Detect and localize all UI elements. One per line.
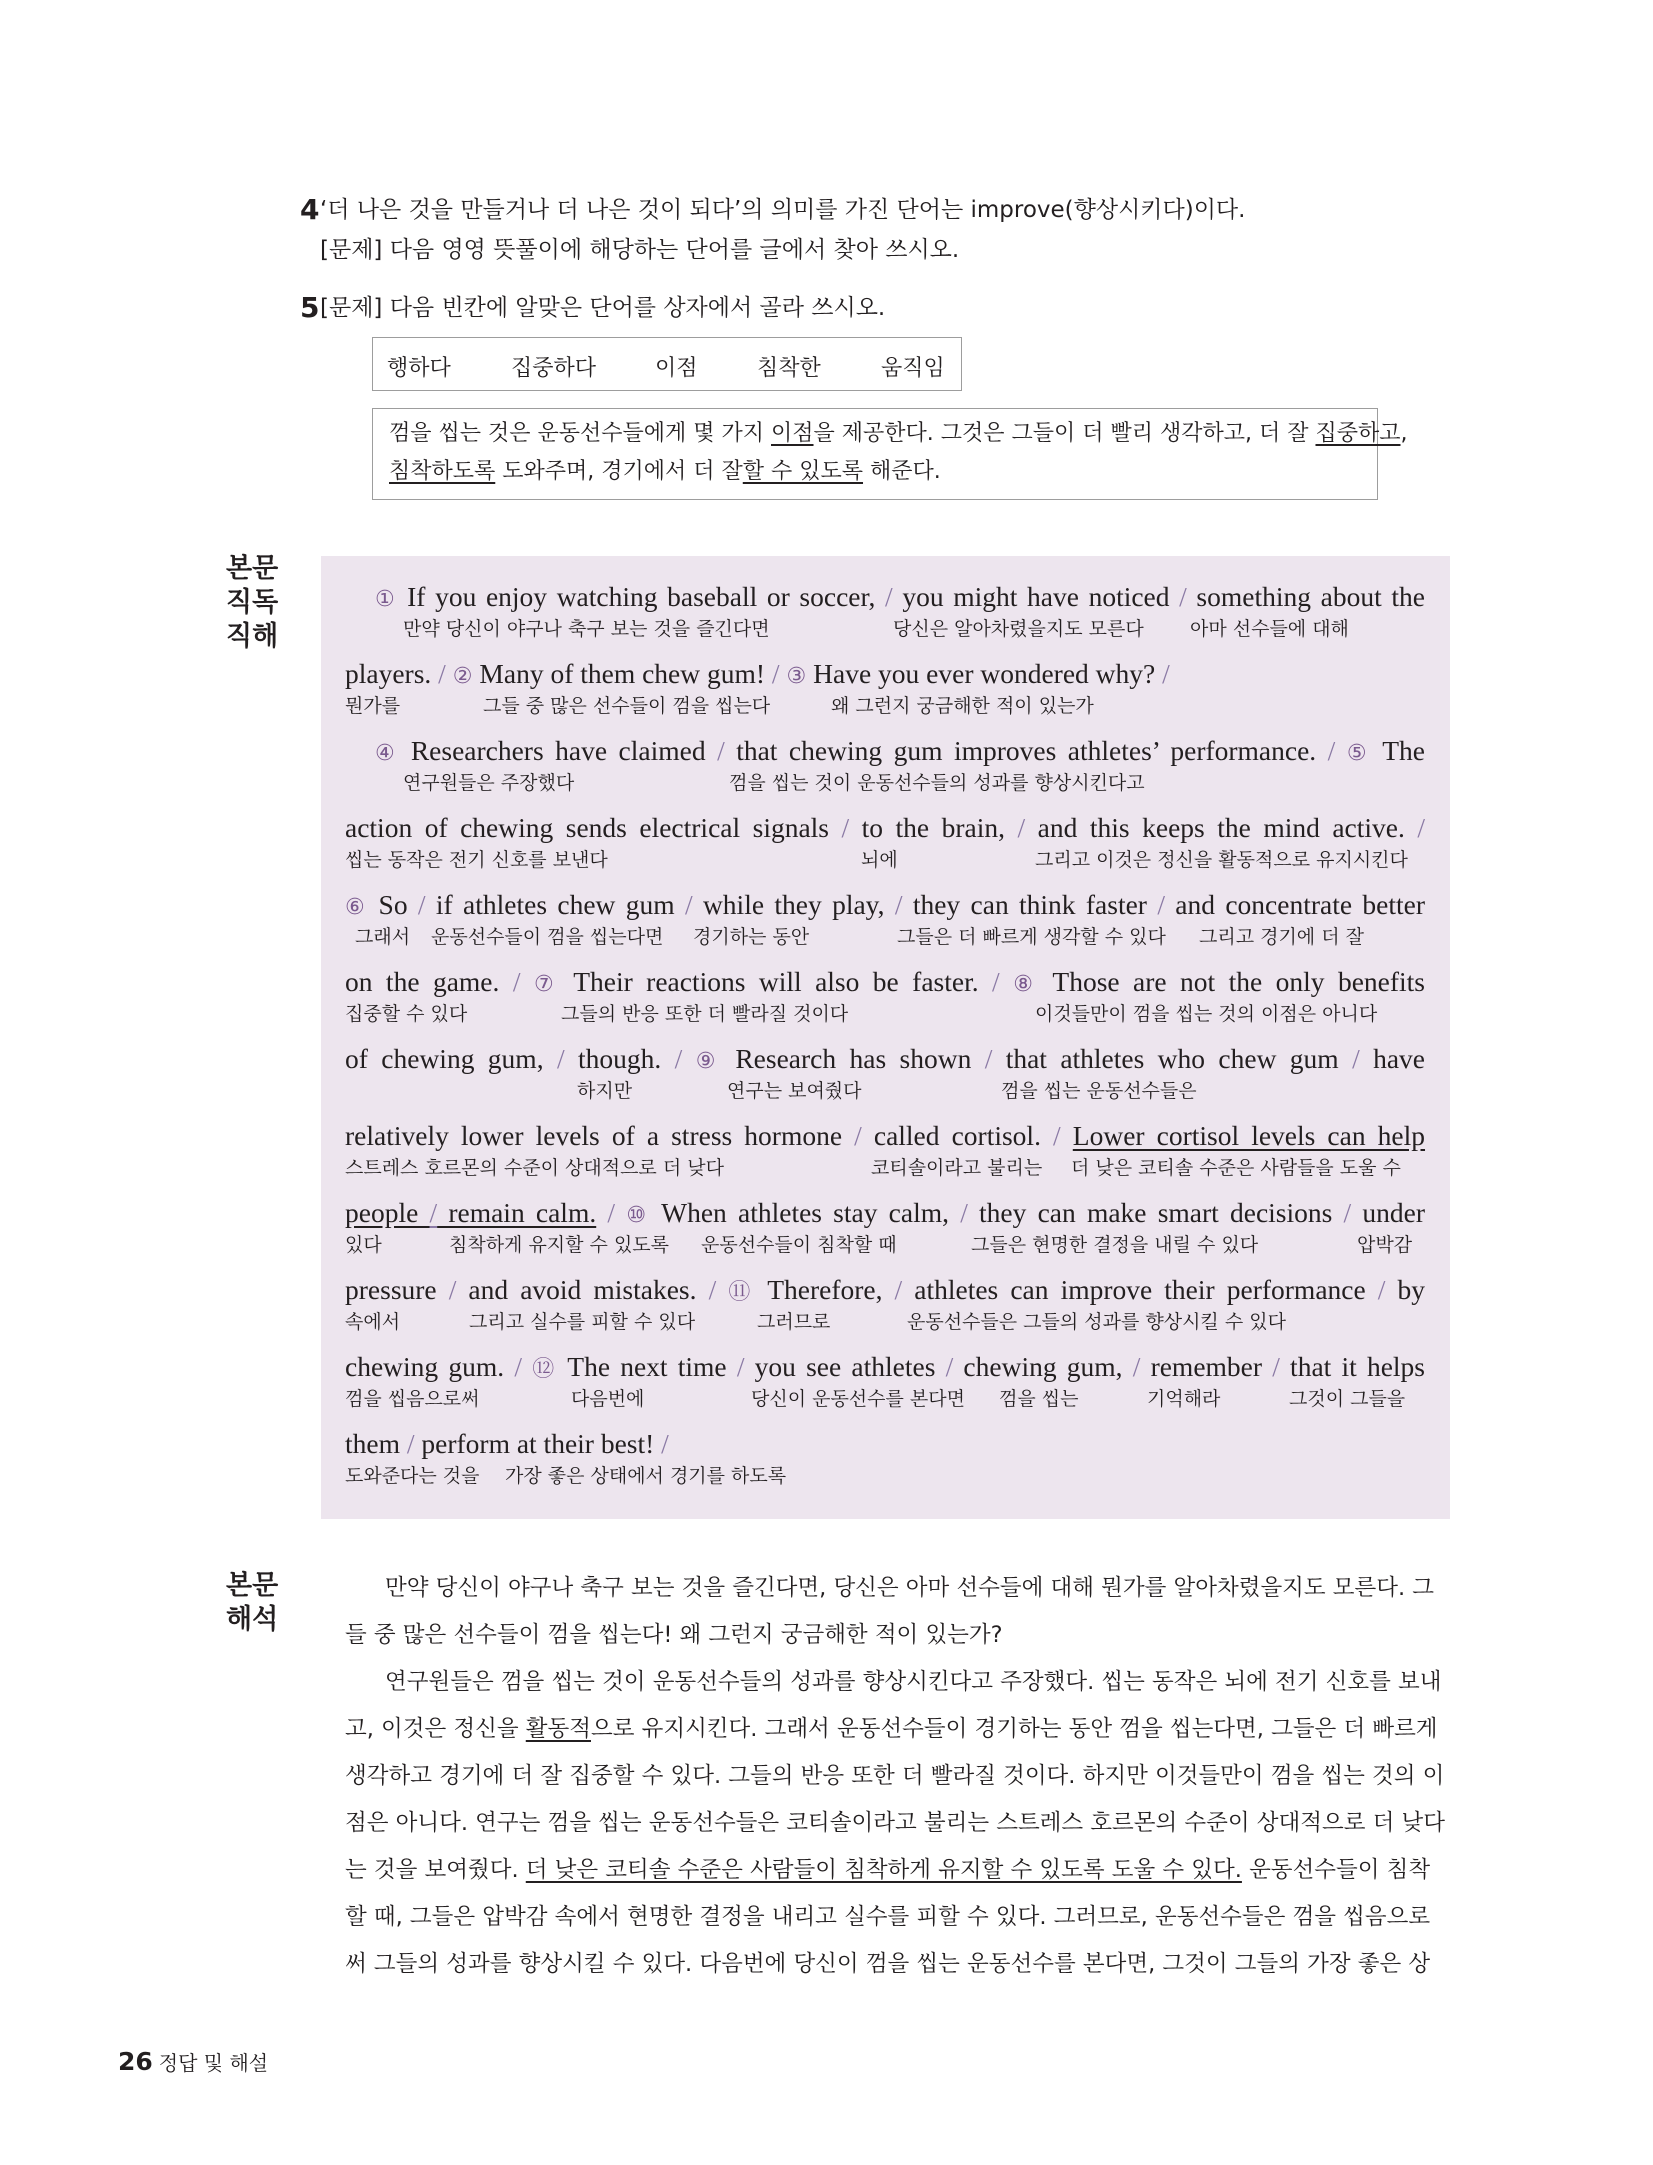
gloss: 껌을 씹는 bbox=[999, 1388, 1079, 1410]
key-sentence: remain calm. bbox=[437, 1197, 597, 1228]
chunk: pressure bbox=[345, 1274, 449, 1305]
gloss: 왜 그런지 궁금해한 적이 있는가 bbox=[831, 695, 1094, 717]
gloss: 경기하는 동안 bbox=[693, 926, 810, 948]
gloss: 이것들만이 껌을 씹는 것의 이점은 아니다 bbox=[1035, 1003, 1378, 1025]
chunk: players. bbox=[345, 658, 439, 689]
gloss: 그들 중 많은 선수들이 껌을 씹는다 bbox=[483, 695, 771, 717]
chunk: Therefore, bbox=[755, 1274, 895, 1305]
translation-fragment: 으로 유지시킨다. 그래서 운동선수들이 경기하는 동안 껌을 씹는다면, 그들은 더 빠르게 bbox=[590, 1716, 1438, 1742]
chunk: and this keeps the mind active. bbox=[1025, 812, 1418, 843]
gloss: 그들은 더 빠르게 생각할 수 있다 bbox=[897, 926, 1166, 948]
question-4 bbox=[300, 190, 1246, 270]
sentence-number: ⑧ bbox=[999, 972, 1040, 997]
slash: / bbox=[607, 1197, 616, 1228]
gloss: 스트레스 호르몬의 수준이 상대적으로 더 낮다 bbox=[345, 1157, 724, 1179]
gloss: 그들의 반응 또한 더 빨라질 것이다 bbox=[561, 1003, 849, 1025]
chunk: If you enjoy watching baseball or soccer, bbox=[397, 581, 886, 612]
chunk: chewing gum. bbox=[345, 1351, 515, 1382]
korean-line bbox=[345, 845, 1425, 871]
chunk: you might have noticed bbox=[892, 581, 1180, 612]
word-bank-item: 침착한 bbox=[757, 356, 821, 381]
label-line: 본문 bbox=[226, 553, 279, 584]
gloss: 다음번에 bbox=[571, 1388, 645, 1410]
slash: / bbox=[429, 1197, 438, 1228]
gloss: 당신이 운동선수를 본다면 bbox=[751, 1388, 965, 1410]
gloss: 그것이 그들을 bbox=[1289, 1388, 1406, 1410]
gloss: 그리고 실수를 피할 수 있다 bbox=[469, 1311, 696, 1333]
slash: / bbox=[1343, 1197, 1352, 1228]
gloss: 만약 당신이 야구나 축구 보는 것을 즐긴다면 bbox=[403, 618, 770, 640]
key-word: 활동적 bbox=[525, 1716, 591, 1742]
slash: / bbox=[708, 1274, 717, 1305]
korean-line bbox=[345, 614, 1425, 640]
korean-line bbox=[345, 999, 1425, 1025]
gloss: 운동선수들은 그들의 성과를 향상시킬 수 있다 bbox=[907, 1311, 1286, 1333]
slash: / bbox=[438, 658, 446, 689]
translation-line: 생각하고 경기에 더 잘 집중할 수 있다. 그들의 반응 또한 더 빨라질 것이다. 하지만 이것들만이 껌을 씹는 것의 이 bbox=[345, 1763, 1445, 1789]
gloss: 속에서 bbox=[345, 1311, 401, 1333]
answer-blank: 할 수 있도록 bbox=[742, 459, 864, 484]
english-line bbox=[345, 1427, 1425, 1461]
slash: / bbox=[556, 1043, 565, 1074]
korean-line bbox=[345, 691, 1425, 717]
chunk: When athletes stay calm, bbox=[650, 1197, 961, 1228]
gloss: 있다 bbox=[345, 1234, 382, 1256]
sentence-text: 해준다. bbox=[863, 459, 941, 484]
chunk: and avoid mistakes. bbox=[456, 1274, 709, 1305]
chunk: Many of them chew gum! bbox=[472, 658, 772, 689]
gloss: 뭔가를 bbox=[345, 695, 401, 717]
chunk: The next time bbox=[557, 1351, 737, 1382]
gloss: 압박감 bbox=[1357, 1234, 1413, 1256]
chunk: Their reactions will also be faster. bbox=[560, 966, 993, 997]
english-line bbox=[345, 1119, 1425, 1153]
korean-line bbox=[345, 1153, 1425, 1179]
slash: / bbox=[1132, 1351, 1141, 1382]
sentence-text: 도와주며, 경기에서 더 잘 bbox=[495, 459, 743, 484]
slash: / bbox=[1179, 581, 1187, 612]
translation-line: 써 그들의 성과를 향상시킬 수 있다. 다음번에 당신이 껌을 씹는 운동선수를 본다면, 그것이 그들의 가장 좋은 상 bbox=[345, 1951, 1431, 1977]
slash: / bbox=[1157, 889, 1165, 920]
gloss: 그래서 bbox=[355, 926, 411, 948]
chunk: Have you ever wondered why? bbox=[806, 658, 1163, 689]
chunk: relatively lower levels of a stress hormone bbox=[345, 1120, 855, 1151]
chunk: called cortisol. bbox=[861, 1120, 1054, 1151]
gloss: 그러므로 bbox=[757, 1311, 831, 1333]
english-line bbox=[345, 657, 1425, 694]
sentence-number: ⑩ bbox=[615, 1203, 651, 1228]
sentence-number: ① bbox=[375, 587, 398, 612]
answer-sentence-box bbox=[372, 408, 1408, 500]
english-line bbox=[345, 1273, 1425, 1310]
gloss: 도와준다는 것을 bbox=[345, 1465, 480, 1487]
slash: / bbox=[448, 1274, 457, 1305]
gloss: 껌을 씹는 것이 운동선수들의 성과를 향상시킨다고 bbox=[729, 772, 1145, 794]
korean-line bbox=[345, 1307, 1425, 1333]
translation-line bbox=[345, 1847, 1431, 1894]
slash: / bbox=[1417, 812, 1426, 843]
section-label-reading bbox=[226, 552, 286, 654]
slash: / bbox=[1162, 658, 1170, 689]
chunk: they can make smart decisions bbox=[967, 1197, 1344, 1228]
gloss: 당신은 알아차렸을지도 모른다 bbox=[893, 618, 1144, 640]
chunk: remember bbox=[1140, 1351, 1273, 1382]
gloss: 침착하게 유지할 수 있도록 bbox=[449, 1234, 670, 1256]
english-line bbox=[345, 1042, 1425, 1079]
slash: / bbox=[1352, 1043, 1360, 1074]
chunk: So bbox=[368, 889, 418, 920]
sentence-number: ④ bbox=[375, 741, 400, 766]
sentence-text: , bbox=[1400, 421, 1408, 446]
sentence-number: ② bbox=[445, 664, 473, 689]
slash: / bbox=[854, 1120, 862, 1151]
gloss: 껌을 씹음으로써 bbox=[345, 1388, 480, 1410]
slash: / bbox=[992, 966, 1000, 997]
korean-line bbox=[345, 768, 1425, 794]
question-number: 4 bbox=[300, 193, 320, 226]
chunk: have bbox=[1359, 1043, 1426, 1074]
page-footer bbox=[118, 2047, 268, 2076]
translation-line: 만약 당신이 야구나 축구 보는 것을 즐긴다면, 당신은 아마 선수들에 대해 뭔가를 알아차렸을지도 모른다. 그 bbox=[385, 1575, 1435, 1601]
translation-fragment: 는 것을 보여줬다. bbox=[345, 1857, 526, 1883]
chunk: that athletes who chew gum bbox=[992, 1043, 1353, 1074]
slash: / bbox=[841, 812, 850, 843]
korean-line bbox=[345, 1461, 1425, 1487]
translation-line: 점은 아니다. 연구는 껌을 씹는 운동선수들은 코티솔이라고 불리는 스트레스 호르몬의 수준이 상대적으로 더 낮다 bbox=[345, 1810, 1445, 1836]
slash: / bbox=[717, 735, 725, 766]
slash: / bbox=[960, 1197, 968, 1228]
gloss: 운동선수들이 침착할 때 bbox=[701, 1234, 897, 1256]
english-line bbox=[345, 811, 1425, 845]
label-line: 직독 bbox=[226, 587, 279, 618]
slash: / bbox=[1017, 812, 1026, 843]
chunk: they can think faster bbox=[902, 889, 1158, 920]
slash: / bbox=[771, 658, 780, 689]
word-bank-item: 행하다 bbox=[387, 356, 451, 381]
gloss: 운동선수들이 껌을 씹는다면 bbox=[431, 926, 664, 948]
word-bank-item: 이점 bbox=[655, 356, 698, 381]
sentence-number: ⑥ bbox=[345, 895, 369, 920]
sentence-number: ⑫ bbox=[521, 1357, 558, 1382]
label-line: 본문 bbox=[226, 1570, 279, 1601]
slash: / bbox=[1377, 1274, 1386, 1305]
translation-fragment: 고, 이것은 정신을 bbox=[345, 1716, 526, 1742]
english-line bbox=[345, 1350, 1425, 1387]
slash: / bbox=[417, 889, 426, 920]
chunk: athletes can improve their performance bbox=[902, 1274, 1378, 1305]
chunk: by bbox=[1385, 1274, 1425, 1305]
gloss: 씹는 동작은 전기 신호를 보낸다 bbox=[345, 849, 608, 871]
slash: / bbox=[661, 1428, 669, 1459]
question-number: 5 bbox=[300, 291, 320, 324]
chunk: action of chewing sends electrical signals bbox=[345, 812, 842, 843]
korean-line bbox=[345, 922, 1425, 948]
slash: / bbox=[406, 1428, 415, 1459]
chunk: you see athletes bbox=[744, 1351, 946, 1382]
answer-blank: 집중하고 bbox=[1315, 421, 1401, 446]
key-sentence: people bbox=[345, 1197, 430, 1228]
translation-fragment: 운동선수들이 침착 bbox=[1241, 1857, 1431, 1883]
gloss: 그리고 경기에 더 잘 bbox=[1199, 926, 1364, 948]
slash: / bbox=[984, 1043, 993, 1074]
slash: / bbox=[736, 1351, 745, 1382]
slash: / bbox=[894, 1274, 903, 1305]
sentence-number: ③ bbox=[779, 664, 807, 689]
word-bank bbox=[372, 337, 962, 391]
translation-text bbox=[345, 1565, 1445, 1988]
slash: / bbox=[514, 1351, 522, 1382]
korean-line bbox=[345, 1230, 1425, 1256]
sentence-number: ⑪ bbox=[716, 1280, 756, 1305]
gloss: 가장 좋은 상태에서 경기를 하도록 bbox=[505, 1465, 787, 1487]
chunk: them bbox=[345, 1428, 407, 1459]
gloss: 연구원들은 주장했다 bbox=[403, 772, 575, 794]
gloss: 기억해라 bbox=[1147, 1388, 1221, 1410]
gloss: 하지만 bbox=[577, 1080, 633, 1102]
slash: / bbox=[1272, 1351, 1280, 1382]
gloss: 코티솔이라고 불리는 bbox=[871, 1157, 1043, 1179]
gloss: 연구는 보여줬다 bbox=[727, 1080, 862, 1102]
sentence-number: ⑤ bbox=[1335, 741, 1372, 766]
english-line bbox=[345, 965, 1425, 1002]
slash: / bbox=[1327, 735, 1336, 766]
korean-line bbox=[345, 1384, 1425, 1410]
question-prompt: [문제] 다음 빈칸에 알맞은 단어를 상자에서 골라 쓰시오. bbox=[320, 295, 886, 321]
gloss: 집중할 수 있다 bbox=[345, 1003, 468, 1025]
chunk: perform at their best! bbox=[414, 1428, 662, 1459]
chunk: Those are not the only benefits bbox=[1039, 966, 1426, 997]
key-sentence: Lower cortisol levels can help bbox=[1072, 1120, 1426, 1151]
translation-line: 할 때, 그들은 압박감 속에서 현명한 결정을 내리고 실수를 피할 수 있다. 그러므로, 운동선수들은 껌을 씹음으로 bbox=[345, 1904, 1431, 1930]
section-label-translation bbox=[226, 1569, 286, 1637]
key-sentence: 더 낮은 코티솔 수준은 사람들이 침착하게 유지할 수 있도록 도울 수 있다. bbox=[525, 1857, 1242, 1883]
sentence-number: ⑨ bbox=[682, 1049, 722, 1074]
page-number: 26 bbox=[118, 2047, 153, 2076]
chunk: to the brain, bbox=[849, 812, 1018, 843]
slash: / bbox=[684, 889, 693, 920]
slash: / bbox=[674, 1043, 683, 1074]
chunk: chewing gum, bbox=[953, 1351, 1133, 1382]
question-prompt: [문제] 다음 영영 뜻풀이에 해당하는 단어를 글에서 찾아 쓰시오. bbox=[320, 237, 960, 263]
chunk: Research has shown bbox=[721, 1043, 985, 1074]
sentence-text: 을 제공한다. 그것은 그들이 더 빨리 생각하고, 더 잘 bbox=[813, 421, 1316, 446]
gloss: 아마 선수들에 대해 bbox=[1190, 618, 1349, 640]
label-line: 직해 bbox=[226, 621, 279, 652]
chunk: under bbox=[1351, 1197, 1425, 1228]
korean-line bbox=[345, 1076, 1425, 1102]
chunk: Researchers have claimed bbox=[399, 735, 718, 766]
chunk: and concentrate better bbox=[1164, 889, 1425, 920]
chunk: if athletes chew gum bbox=[425, 889, 685, 920]
gloss: 그리고 이것은 정신을 활동적으로 유지시킨다 bbox=[1035, 849, 1408, 871]
chunk: though. bbox=[564, 1043, 675, 1074]
chunk: The bbox=[1371, 735, 1425, 766]
slash: / bbox=[894, 889, 903, 920]
gloss: 껌을 씹는 운동선수들은 bbox=[1001, 1080, 1197, 1102]
chunk: that it helps bbox=[1279, 1351, 1425, 1382]
word-bank-item: 움직임 bbox=[881, 356, 945, 381]
label-line: 해석 bbox=[226, 1604, 279, 1635]
answer-blank: 침착하도록 bbox=[389, 459, 496, 484]
translation-line: 들 중 많은 선수들이 껌을 씹는다! 왜 그런지 궁금해한 적이 있는가? bbox=[345, 1622, 1003, 1648]
translation-line bbox=[345, 1706, 1438, 1753]
word-bank-item: 집중하다 bbox=[511, 356, 597, 381]
chunk: while they play, bbox=[692, 889, 895, 920]
chunk: that chewing gum improves athletes’ performance. bbox=[724, 735, 1328, 766]
slash: / bbox=[512, 966, 521, 997]
question-explanation: ‘더 나은 것을 만들거나 더 나은 것이 되다’의 의미를 가진 단어는 improve(향상시키다)이다. bbox=[320, 197, 1246, 223]
english-line bbox=[375, 580, 1425, 617]
gloss: 그들은 현명한 결정을 내릴 수 있다 bbox=[971, 1234, 1259, 1256]
question-5 bbox=[300, 288, 886, 328]
english-line bbox=[345, 1196, 1425, 1233]
footer-title: 정답 및 해설 bbox=[158, 2051, 269, 2075]
chunk: something about the bbox=[1186, 581, 1425, 612]
slash: / bbox=[1053, 1120, 1061, 1151]
translation-line: 연구원들은 껌을 씹는 것이 운동선수들의 성과를 향상시킨다고 주장했다. 씹는 동작은 뇌에 전기 신호를 보내 bbox=[385, 1669, 1442, 1695]
english-line bbox=[375, 734, 1425, 771]
sentence-number: ⑦ bbox=[520, 972, 561, 997]
chunk: on the game. bbox=[345, 966, 513, 997]
slash: / bbox=[885, 581, 893, 612]
gloss: 더 낮은 코티솔 수준은 사람들을 도울 수 bbox=[1071, 1157, 1401, 1179]
sentence-text: 껌을 씹는 것은 운동선수들에게 몇 가지 bbox=[389, 421, 771, 446]
english-line bbox=[345, 888, 1425, 925]
answer-blank: 이점 bbox=[771, 421, 814, 446]
chunk: of chewing gum, bbox=[345, 1043, 557, 1074]
gloss: 뇌에 bbox=[861, 849, 898, 871]
slash: / bbox=[945, 1351, 954, 1382]
